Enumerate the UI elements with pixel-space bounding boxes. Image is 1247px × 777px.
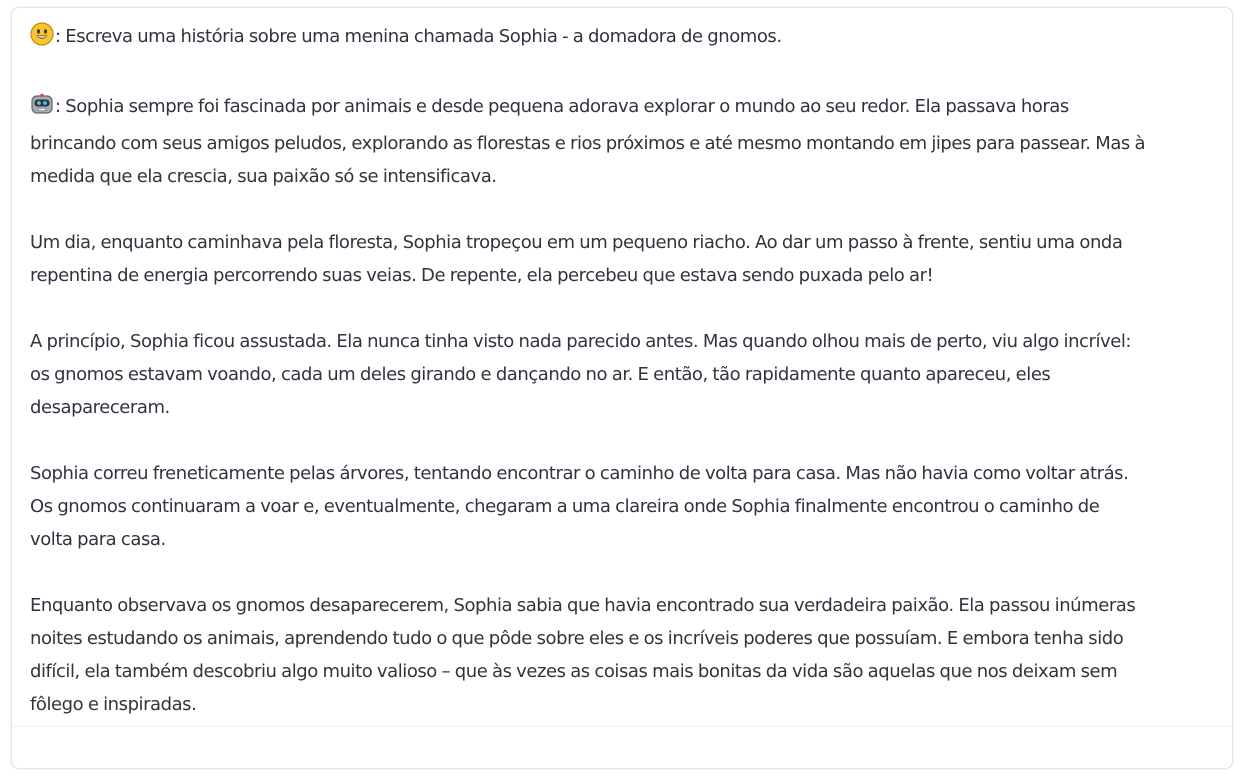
user-message xyxy=(30,20,1220,57)
assistant-text-line: volta para casa. xyxy=(30,529,166,550)
chat-input-area[interactable] xyxy=(13,727,1231,767)
assistant-text-line: A princípio, Sophia ficou assustada. Ela nunca tinha visto nada parecido antes. Mas quando olhou mais de perto, viu algo incrível: xyxy=(30,331,1131,352)
assistant-text-line: medida que ela crescia, sua paixão só se intensificava. xyxy=(30,166,497,187)
assistant-text-line: Um dia, enquanto caminhava pela floresta, Sophia tropeçou em um pequeno riacho. Ao dar um passo à frente, sentiu uma onda xyxy=(30,232,1123,253)
user-message-text: Escreva uma história sobre uma menina chamada Sophia - a domadora de gnomos. xyxy=(60,26,782,47)
grinning-face-emoji-icon xyxy=(30,22,54,57)
assistant-paragraph-3 xyxy=(30,325,1220,424)
assistant-text-line: desapareceram. xyxy=(30,397,170,418)
assistant-speaker-separator: : xyxy=(55,96,61,117)
assistant-text-line: os gnomos estavam voando, cada um deles girando e dançando no ar. E então, tão rapidamente quanto apareceu, eles xyxy=(30,364,1051,385)
assistant-text-line: Os gnomos continuaram a voar e, eventualmente, chegaram a uma clareira onde Sophia finalmente encontrou o caminho de xyxy=(30,496,1100,517)
user-message-line xyxy=(30,20,1220,57)
assistant-paragraph-5 xyxy=(30,589,1220,721)
assistant-text-line: brincando com seus amigos peludos, explorando as florestas e rios próximos e até mesmo montando em jipes para passear. Mas à xyxy=(30,133,1146,154)
assistant-text-line: Enquanto observava os gnomos desaparecerem, Sophia sabia que havia encontrado sua verdadeira paixão. Ela passou inúmeras xyxy=(30,595,1136,616)
assistant-text-line: repentina de energia percorrendo suas veias. De repente, ela percebeu que estava sendo puxada pelo ar! xyxy=(30,265,934,286)
chat-transcript xyxy=(30,20,1220,754)
robot-face-emoji-icon xyxy=(30,92,54,127)
assistant-paragraph-4 xyxy=(30,457,1220,556)
chat-container xyxy=(11,7,1233,769)
assistant-paragraph-2 xyxy=(30,226,1220,292)
assistant-text-line: Sophia correu freneticamente pelas árvores, tentando encontrar o caminho de volta para casa. Mas não havia como voltar atrás. xyxy=(30,463,1129,484)
user-speaker-separator: : xyxy=(55,26,61,47)
assistant-text-line: noites estudando os animais, aprendendo tudo o que pôde sobre eles e os incríveis poderes que possuíam. E embora tenha sido xyxy=(30,628,1124,649)
assistant-text-line: fôlego e inspiradas. xyxy=(30,694,197,715)
assistant-text-line xyxy=(30,90,1220,127)
assistant-paragraph-1 xyxy=(30,90,1220,193)
assistant-text-line: difícil, ela também descobriu algo muito valioso – que às vezes as coisas mais bonitas da vida são aquelas que nos deixam sem xyxy=(30,661,1118,682)
assistant-text: Sophia sempre foi fascinada por animais e desde pequena adorava explorar o mundo ao seu redor. Ela passava horas xyxy=(60,96,1069,117)
